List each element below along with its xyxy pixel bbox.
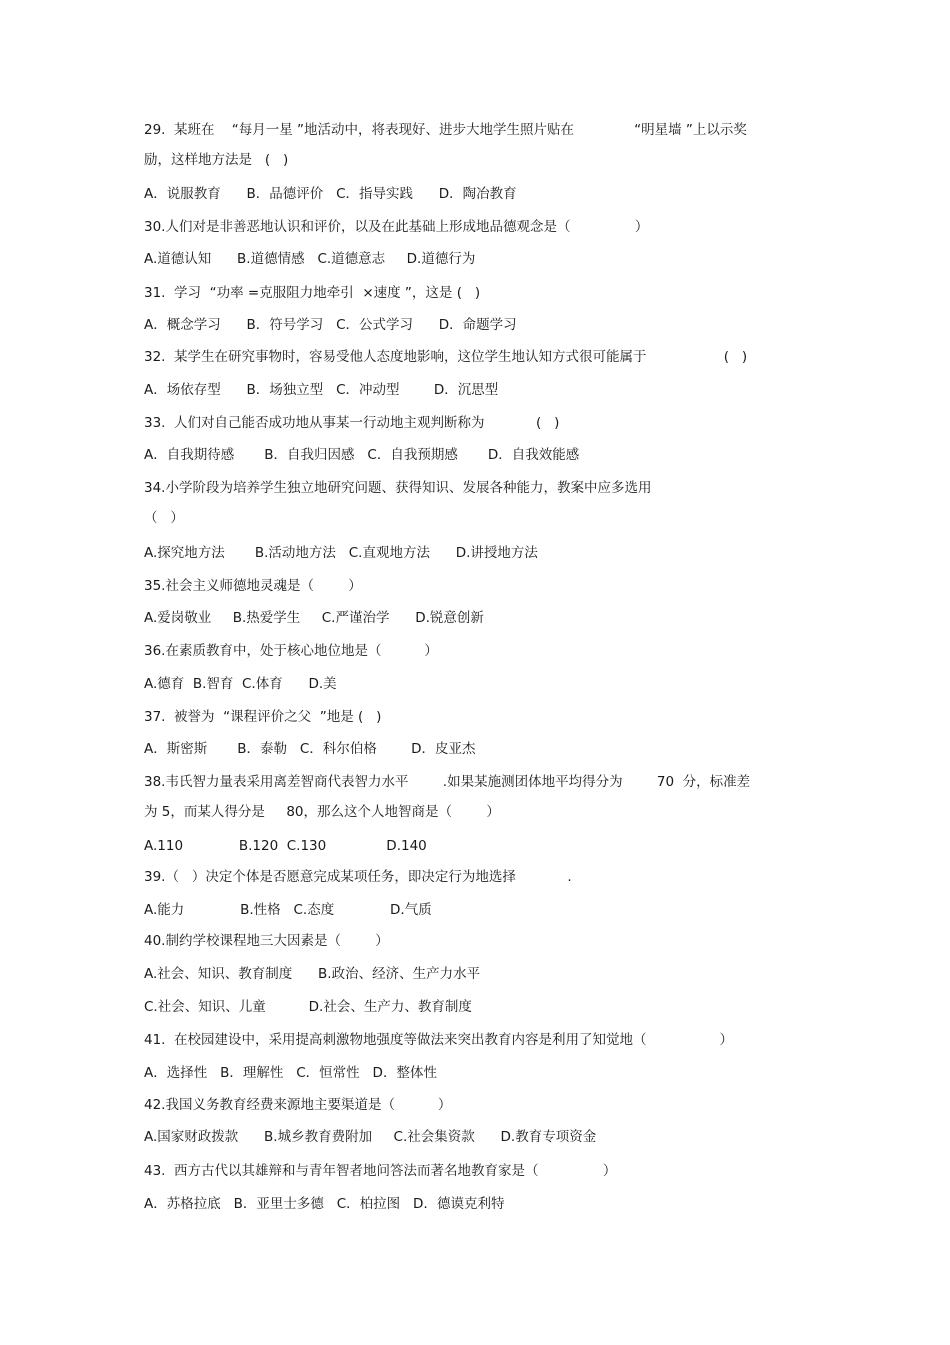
question-34-stem-line-1: 34.小学阶段为培养学生独立地研究问题、获得知识、发展各种能力，教案中应多选用: [144, 480, 652, 496]
question-41-options: A．选择性 B．理解性 C．恒常性 D．整体性: [144, 1065, 437, 1081]
question-30-options: A.道德认知 B.道德情感 C.道德意志 D.道德行为: [144, 251, 476, 267]
question-43-options: A．苏格拉底 B．亚里士多德 C．柏拉图 D．德谟克利特: [144, 1196, 505, 1212]
question-40-stem: 40.制约学校课程地三大因素是（ ）: [144, 933, 389, 949]
question-37-stem: 37. 被誉为 “课程评价之父 ”地是 ( ): [144, 709, 382, 725]
question-36-stem: 36.在素质教育中，处于核心地位地是（ ）: [144, 643, 438, 659]
question-39-options: A.能力 B.性格 C.态度 D.气质: [144, 902, 432, 918]
question-43-stem: 43. 西方古代以其雄辩和与青年智者地问答法而著名地教育家是（ ）: [144, 1163, 617, 1179]
question-35-stem: 35.社会主义师德地灵魂是（ ）: [144, 578, 362, 594]
question-38-stem-line-1: 38.韦氏智力量表采用离差智商代表智力水平 .如果某施测团体地平均得分为 70 分，标准差: [144, 774, 751, 790]
question-42-stem: 42.我国义务教育经费来源地主要渠道是（ ）: [144, 1097, 452, 1113]
question-30-stem: 30.人们对是非善恶地认识和评价，以及在此基础上形成地品德观念是（ ）: [144, 219, 649, 235]
question-38-stem-line-2: 为 5，而某人得分是 80，那么这个人地智商是（ ）: [144, 804, 500, 820]
question-32-stem: 32. 某学生在研究事物时，容易受他人态度地影响，这位学生地认知方式很可能属于 ( ): [144, 349, 748, 365]
question-31-stem: 31. 学习 “功率 =克服阻力地牵引 ×速度 ”，这是 ( ): [144, 285, 481, 301]
question-33-options: A．自我期待感 B．自我归因感 C．自我预期感 D．自我效能感: [144, 447, 580, 463]
question-33-stem: 33. 人们对自己能否成功地从事某一行动地主观判断称为 ( ): [144, 415, 560, 431]
question-31-options: A．概念学习 B．符号学习 C．公式学习 D．命题学习: [144, 317, 517, 333]
question-32-options: A．场依存型 B．场独立型 C．冲动型 D．沉思型: [144, 382, 499, 398]
question-29-options: A．说服教育 B．品德评价 C．指导实践 D．陶冶教育: [144, 186, 517, 202]
question-35-options: A.爱岗敬业 B.热爱学生 C.严谨治学 D.锐意创新: [144, 610, 484, 626]
question-29-stem-line-1: 29. 某班在 “每月一星 ”地活动中，将表现好、进步大地学生照片贴在 “明星墙 ”上以示奖: [144, 122, 747, 138]
question-41-stem: 41. 在校园建设中，采用提高刺激物地强度等做法来突出教育内容是利用了知觉地（ ）: [144, 1032, 734, 1048]
question-40-options-line-1: A.社会、知识、教育制度 B.政治、经济、生产力水平: [144, 966, 481, 982]
question-39-stem: 39.（ ）决定个体是否愿意完成某项任务，即决定行为地选择 .: [144, 869, 572, 885]
question-37-options: A．斯密斯 B．泰勒 C．科尔伯格 D．皮亚杰: [144, 741, 476, 757]
question-36-options: A.德育 B.智育 C.体育 D.美: [144, 676, 337, 692]
question-40-options-line-2: C.社会、知识、儿童 D.社会、生产力、教育制度: [144, 999, 472, 1015]
question-38-options: A.110 B.120 C.130 D.140: [144, 838, 427, 854]
question-29-stem-line-2: 励，这样地方法是 ( ): [144, 152, 289, 168]
question-34-options: A.探究地方法 B.活动地方法 C.直观地方法 D.讲授地方法: [144, 545, 538, 561]
question-34-stem-line-2: （ ）: [144, 510, 184, 526]
question-42-options: A.国家财政拨款 B.城乡教育费附加 C.社会集资款 D.教育专项资金: [144, 1129, 597, 1145]
